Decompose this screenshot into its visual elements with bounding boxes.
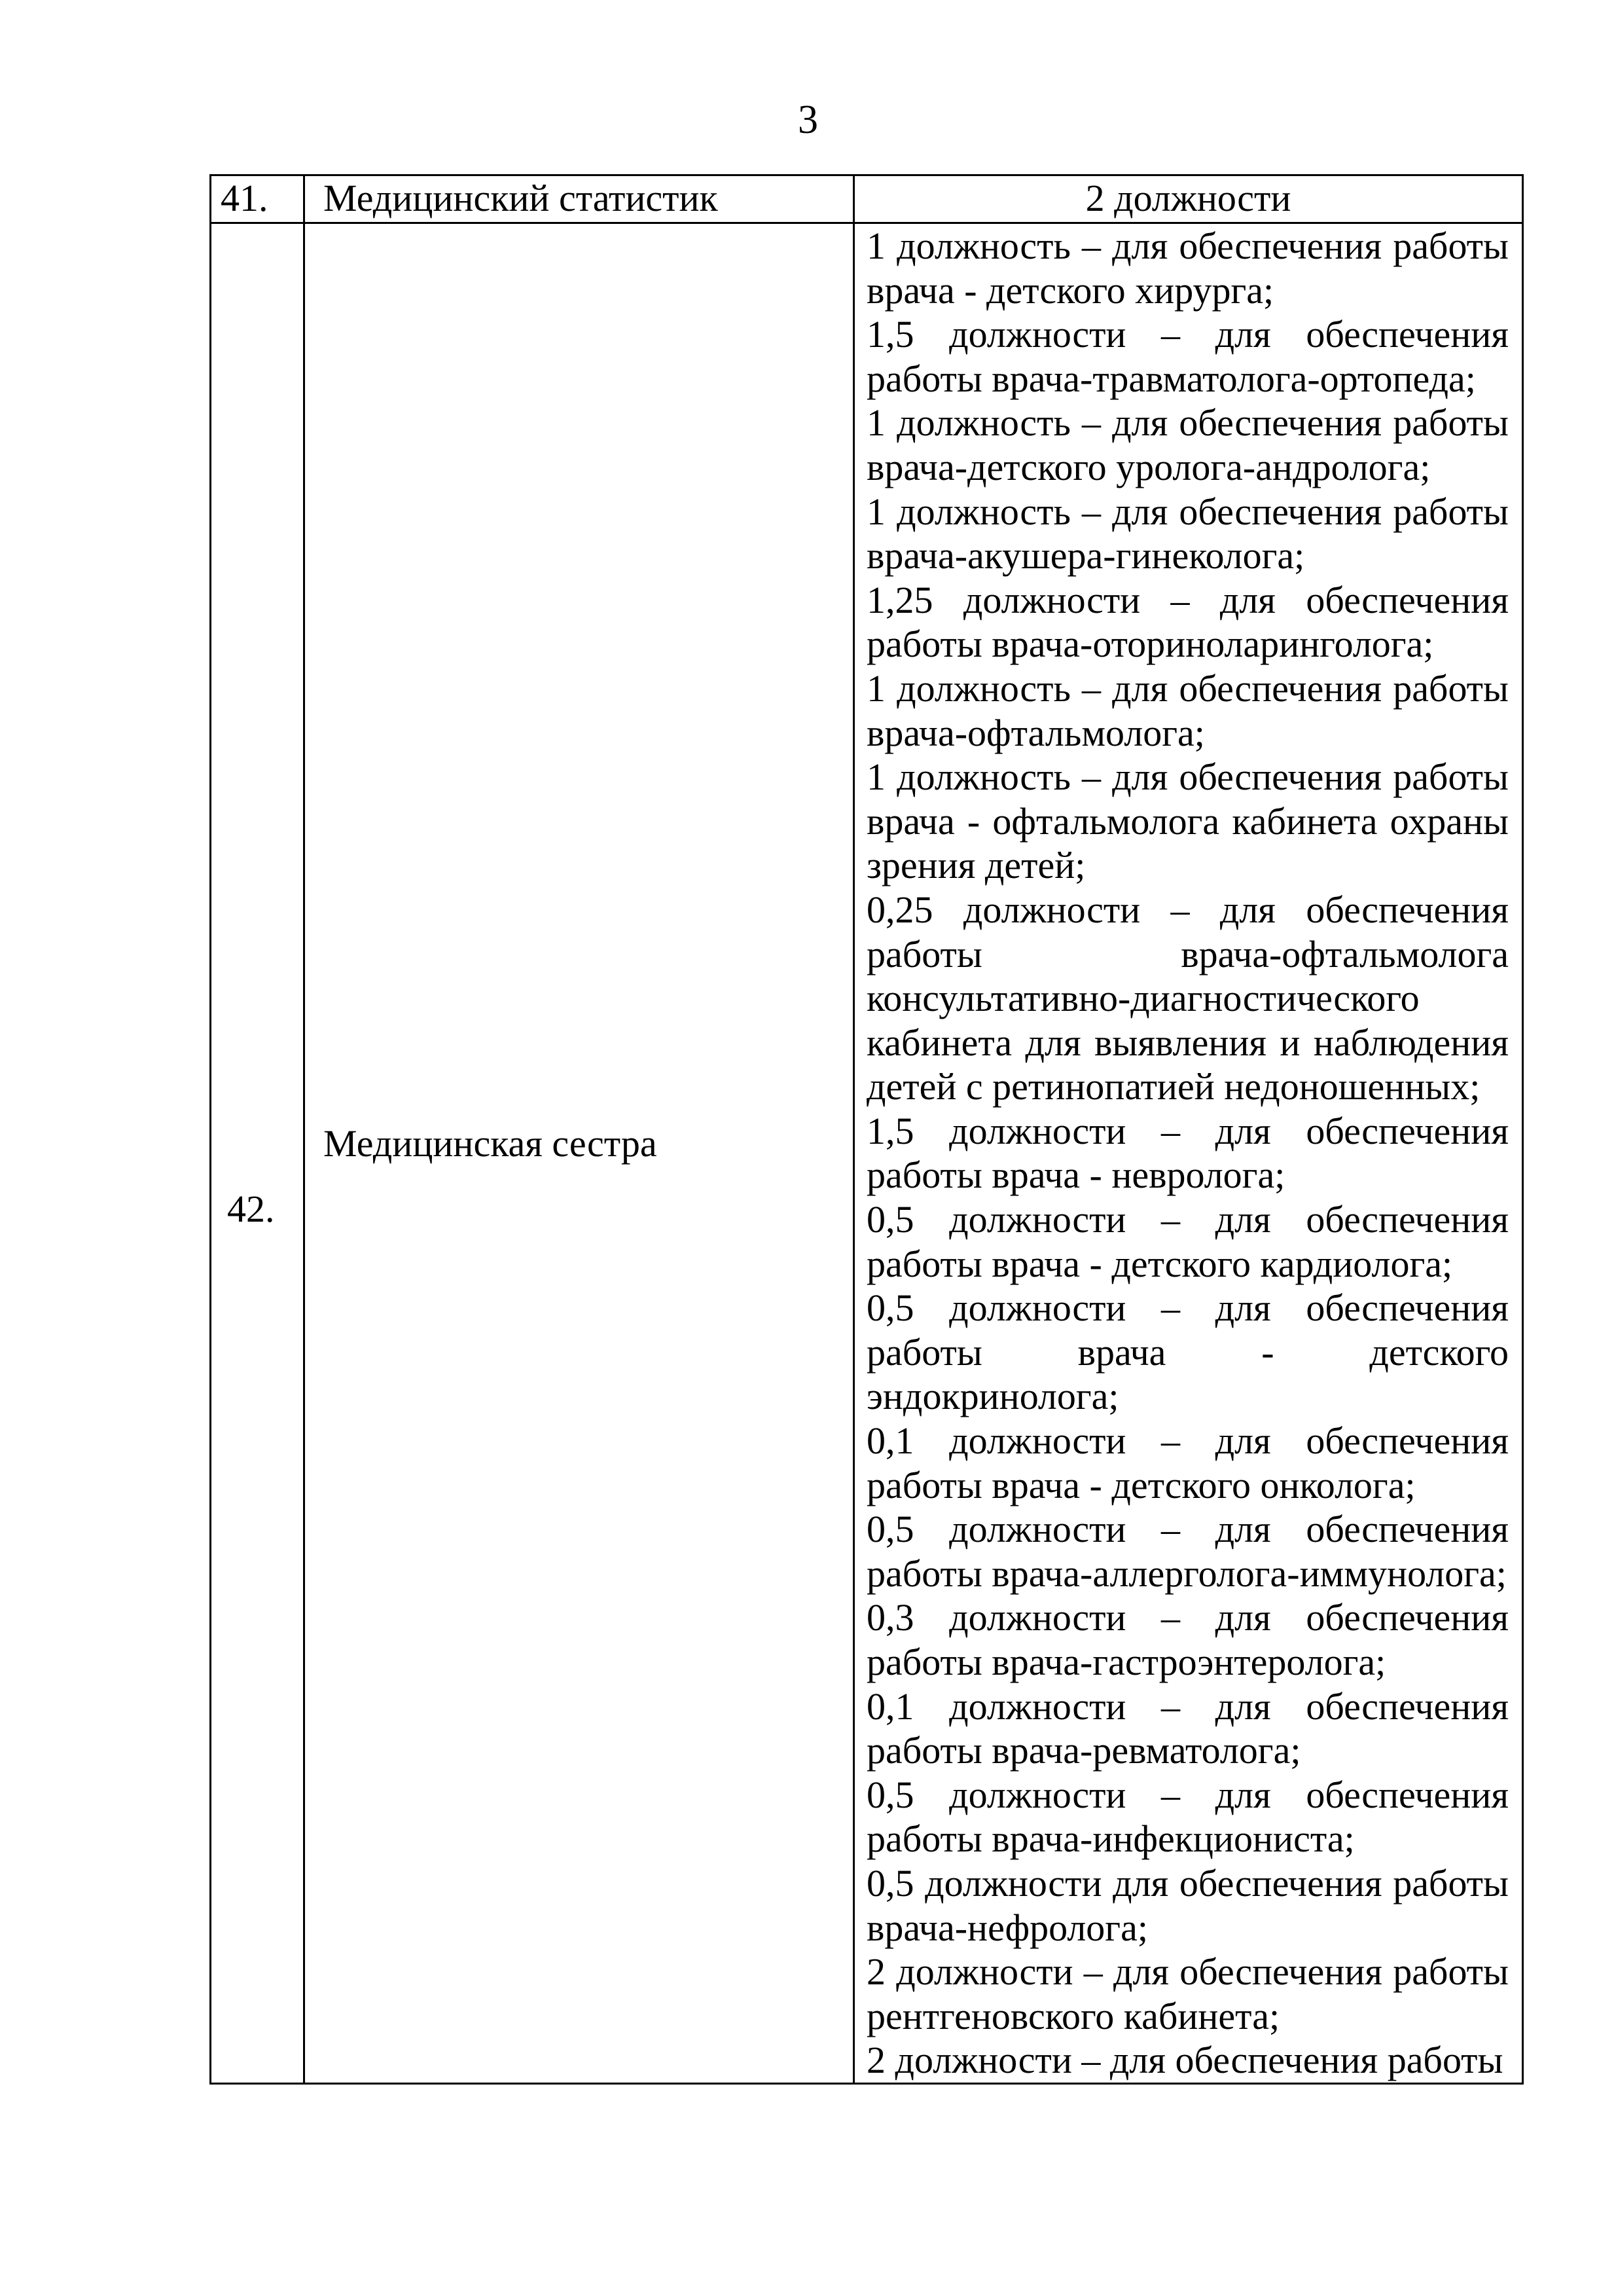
staffing-entry: 1 должность – для обеспечения работы врача - детского хирурга; bbox=[867, 225, 1509, 312]
staffing-details bbox=[854, 223, 1523, 2084]
table-row bbox=[211, 223, 1523, 2084]
staffing-entry: 1 должность – для обеспечения работы врача-акушера-гинеколога; bbox=[867, 490, 1509, 577]
row-number: 42. bbox=[211, 223, 304, 2084]
staffing-entry: 1 должность – для обеспечения работы врача-детского уролога-андролога; bbox=[867, 401, 1509, 488]
staffing-entry: 1 должность – для обеспечения работы врача-офтальмолога; bbox=[867, 666, 1509, 754]
staffing-entry: 0,5 должности – для обеспечения работы врача-аллерголога-иммунолога; bbox=[867, 1508, 1509, 1595]
position-title: Медицинская сестра bbox=[304, 223, 854, 2084]
table-row bbox=[211, 175, 1523, 223]
staffing-entry: 1,5 должности – для обеспечения работы врача - невролога; bbox=[867, 1109, 1509, 1197]
staffing-entry: 1,25 должности – для обеспечения работы врача-оториноларинголога; bbox=[867, 578, 1509, 666]
staffing-entry: 0,5 должности для обеспечения работы врача-нефролога; bbox=[867, 1861, 1509, 1949]
staffing-entry: 0,3 должности – для обеспечения работы врача-гастроэнтеролога; bbox=[867, 1596, 1509, 1683]
staffing-entry: 0,5 должности – для обеспечения работы врача - детского эндокринолога; bbox=[867, 1286, 1509, 1418]
staffing-entry: 1,5 должности – для обеспечения работы врача-травматолога-ортопеда; bbox=[867, 313, 1509, 400]
staffing-entry: 0,5 должности – для обеспечения работы врача-инфекциониста; bbox=[867, 1773, 1509, 1861]
staffing-entry: 0,5 должности – для обеспечения работы врача - детского кардиолога; bbox=[867, 1198, 1509, 1285]
staffing-entry: 0,1 должности – для обеспечения работы врача - детского онколога; bbox=[867, 1419, 1509, 1506]
staffing-table bbox=[209, 174, 1524, 2085]
page-number: 3 bbox=[798, 98, 818, 142]
row-number: 41. bbox=[211, 175, 304, 223]
staffing-entry: 0,1 должности – для обеспечения работы врача-ревматолога; bbox=[867, 1685, 1509, 1772]
staffing-entry: 0,25 должности – для обеспечения работы врача-офтальмолога консультативно-диагностического кабинета для выявления и наблюдения детей с ретинопатией недоношенных; bbox=[867, 888, 1509, 1108]
staffing-entry: 2 должности – для обеспечения работы рентгеновского кабинета; bbox=[867, 1950, 1509, 2037]
staffing-entry: 2 должности – для обеспечения работы bbox=[867, 2039, 1503, 2082]
staffing-entry: 1 должность – для обеспечения работы врача - офтальмолога кабинета охраны зрения детей; bbox=[867, 756, 1509, 887]
position-title: Медицинский статистик bbox=[304, 175, 854, 223]
staffing-entry: 2 должности bbox=[1085, 177, 1291, 219]
staffing-details bbox=[854, 175, 1523, 223]
